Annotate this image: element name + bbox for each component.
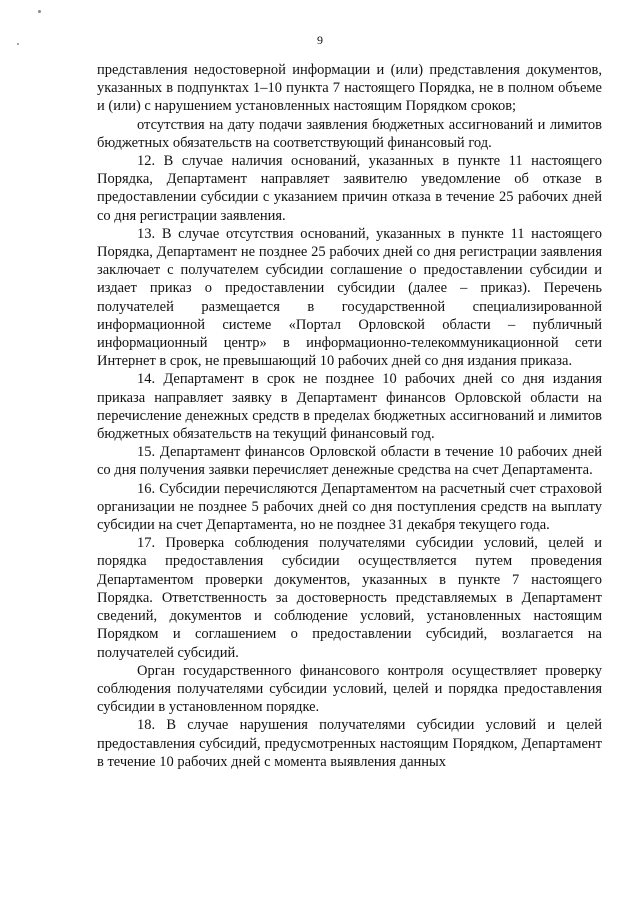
paragraph: представления недостоверной информации и (или) представления документов, указанных в подпунктах 1–10 пункта 7 настоящего Порядка, не в полном объеме и (или) с нарушением установленных настоящим Порядком сроков; <box>97 62 602 115</box>
paragraph: 12. В случае наличия оснований, указанных в пункте 11 настоящего Порядка, Департамент направляет заявителю уведомление об отказе в предоставлении субсидии с указанием причин отказа в течение 25 рабочих дней со дня регистрации заявления. <box>97 153 602 224</box>
paragraph: 14. Департамент в срок не позднее 10 рабочих дней со дня издания приказа направляет заявку в Департамент финансов Орловской области на перечисление денежных средств в пределах бюджетных ассигнований и лимитов бюджетных обязательств на текущий финансовый год. <box>97 371 602 443</box>
paragraph: отсутствия на дату подачи заявления бюджетных ассигнований и лимитов бюджетных обязательств на соответствующий финансовый год. <box>97 116 602 151</box>
paragraph: 15. Департамент финансов Орловской области в течение 10 рабочих дней со дня получения заявки перечисляет денежные средства на счет Департамента. <box>97 444 602 479</box>
scan-speck <box>38 10 41 13</box>
document-body <box>97 61 602 771</box>
page-number: 9 <box>317 33 323 47</box>
paragraph: 16. Субсидии перечисляются Департаментом на расчетный счет страховой организации не позднее 5 рабочих дней со дня поступления средств на выплату субсидии на счет Департамента, но не позднее 31 декабря текущего года. <box>97 480 602 534</box>
paragraph: 17. Проверка соблюдения получателями субсидии условий, целей и порядка предоставления субсидии осуществляется путем проведения Департаментом проверки документов, указанных в пункте 7 настоящего Порядка. Ответственность за достоверность представляемых в Департамент сведений, документов и соблюдение условий, установленных настоящим Порядком и соглашением о предоставлении субсидий, возлагается на получателей субсидий. <box>97 535 602 661</box>
paragraph: 18. В случае нарушения получателями субсидии условий и целей предоставления субсидий, предусмотренных настоящим Порядком, Департамент в течение 10 рабочих дней с момента выявления данных <box>97 717 602 770</box>
paragraph: 13. В случае отсутствия оснований, указанных в пункте 11 настоящего Порядка, Департамент не позднее 25 рабочих дней со дня регистрации заявления заключает с получателем субсидии соглашение о предоставлении субсидии и издает приказ о предоставлении субсидии (далее – приказ). Перечень получателей размещается в государственной специализированной информационной системе «Портал Орловской области – публичный информационный центр» в информационно-телекоммуникационной сети Интернет в срок, не превышающий 10 рабочих дней со дня издания приказа. <box>97 225 602 370</box>
paragraph: Орган государственного финансового контроля осуществляет проверку соблюдения получателями субсидии условий, целей и порядка предоставления субсидии в установленном порядке. <box>97 662 602 716</box>
